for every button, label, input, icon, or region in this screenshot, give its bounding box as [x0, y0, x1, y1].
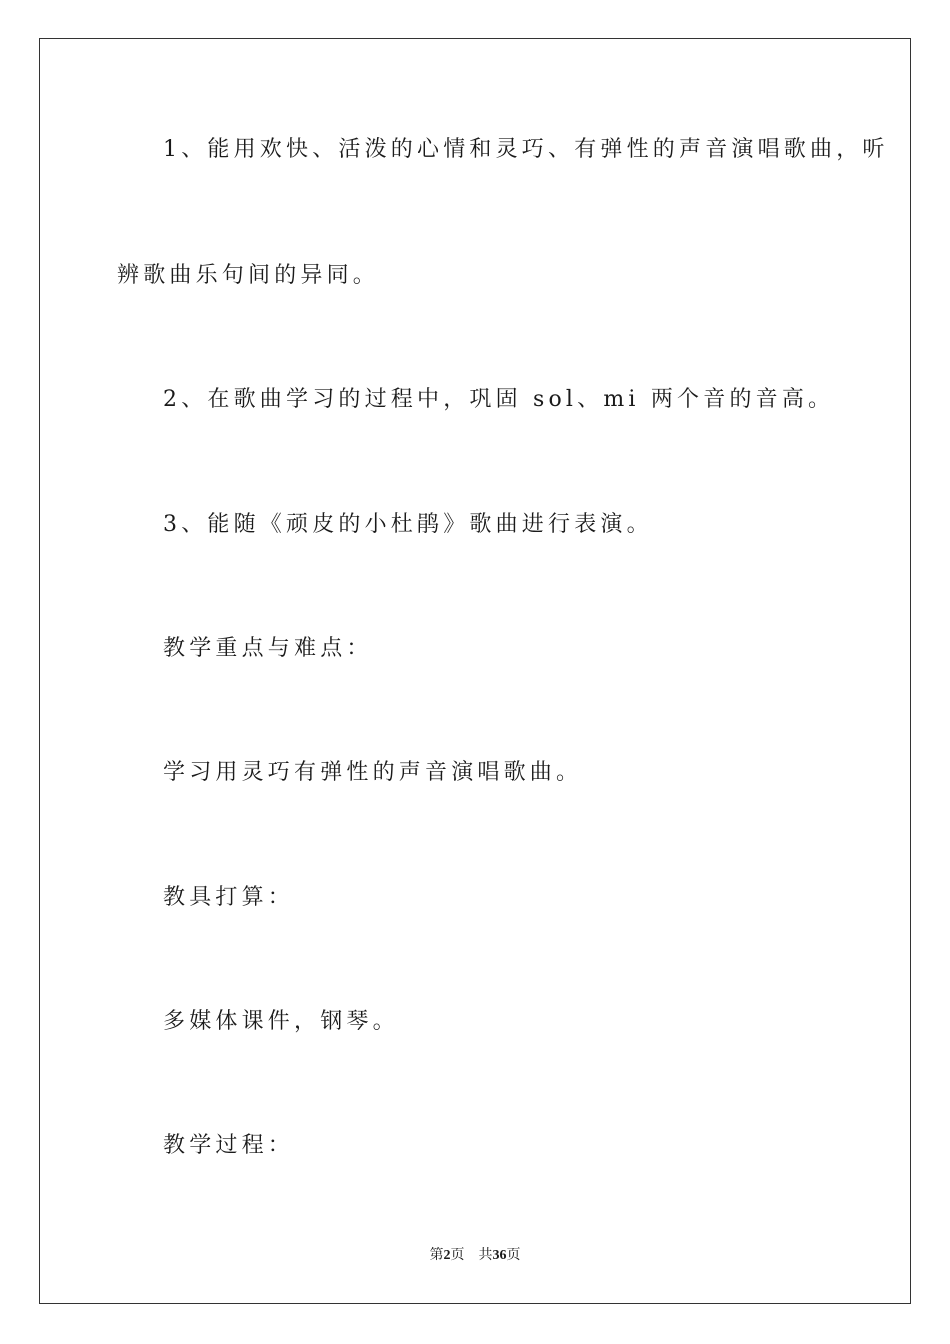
footer-prefix: 第	[429, 1248, 444, 1263]
heading-key-points: 教学重点与难点：	[163, 636, 373, 661]
footer-total-suffix: 页	[506, 1248, 521, 1263]
paragraph-key-points: 学习用灵巧有弹性的声音演唱歌曲。	[163, 760, 583, 785]
heading-teaching-aids: 教具打算：	[163, 885, 295, 910]
page-frame	[39, 38, 911, 1304]
footer-total-pages: 36	[492, 1248, 507, 1263]
page-footer	[0, 1247, 950, 1265]
paragraph-objective-1-line-1: 1、能用欢快、活泼的心情和灵巧、有弹性的声音演唱歌曲，听	[163, 137, 889, 162]
footer-page-number: 2	[443, 1248, 451, 1263]
heading-teaching-process: 教学过程：	[163, 1133, 295, 1158]
paragraph-teaching-aids: 多媒体课件，钢琴。	[163, 1009, 399, 1034]
paragraph-objective-2: 2、在歌曲学习的过程中，巩固 sol、mi 两个音的音高。	[163, 387, 835, 412]
footer-page-suffix: 页	[450, 1248, 465, 1263]
paragraph-objective-1-line-2: 辨歌曲乐句间的异同。	[117, 263, 380, 288]
footer-total-prefix: 共	[478, 1248, 493, 1263]
paragraph-objective-3: 3、能随《顽皮的小杜鹃》歌曲进行表演。	[163, 512, 653, 537]
